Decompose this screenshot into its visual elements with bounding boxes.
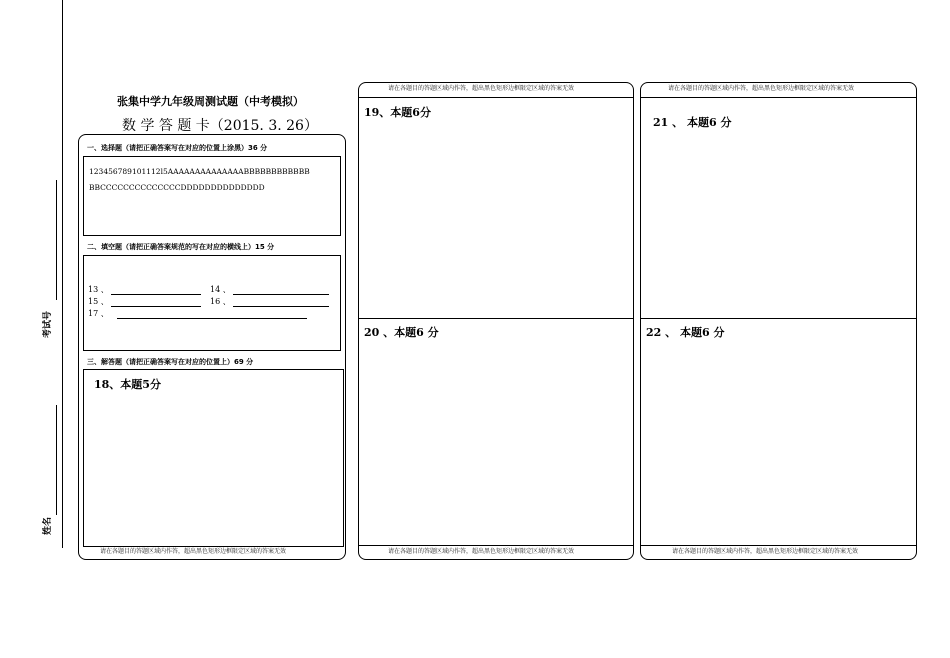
- q17-blank[interactable]: [117, 310, 307, 319]
- q14-label: 14 、: [210, 285, 231, 294]
- q22-answer-box[interactable]: [640, 318, 917, 546]
- q16-blank[interactable]: [233, 298, 329, 307]
- q14-blank[interactable]: [233, 286, 329, 295]
- col2-top-notice: 请在各题目的答题区域内作答，超出黑色矩形边框限定区域的答案无效: [388, 85, 575, 92]
- q13-label: 13 、: [88, 285, 109, 294]
- name-label: 姓名: [43, 516, 53, 535]
- section-fill-heading: 二、填空题（请把正确答案规范的写在对应的横线上）15 分: [87, 243, 275, 251]
- col2-bottom-notice: 请在各题目的答题区域内作答，超出黑色矩形边框限定区域的答案无效: [388, 548, 575, 555]
- q16-label: 16 、: [210, 297, 231, 306]
- q15-label: 15 、: [88, 297, 109, 306]
- q15-blank[interactable]: [111, 298, 201, 307]
- q18-title: 18、本题5分: [94, 378, 161, 391]
- answer-card-subtitle: 数 学 答 题 卡（2015. 3. 26）: [122, 118, 318, 134]
- q20-answer-box[interactable]: [358, 318, 634, 546]
- name-field-line: [56, 405, 57, 515]
- section-solve-heading: 三、解答题（请把正确答案写在对应的位置上）69 分: [87, 358, 254, 366]
- col3-bottom-notice: 请在各题目的答题区域内作答，超出黑色矩形边框限定区域的答案无效: [672, 548, 859, 555]
- q22-title: 22 、 本题6 分: [646, 326, 725, 339]
- q17-label: 17 、: [88, 309, 109, 318]
- blank-row-14: [210, 284, 329, 295]
- q13-blank[interactable]: [111, 286, 201, 295]
- answer-column-1: [78, 134, 346, 560]
- choice-answer-box: [83, 156, 341, 236]
- q20-title: 20 、本题6 分: [364, 326, 439, 339]
- section-choice-heading: 一、选择题（请把正确答案写在对应的位置上涂黑）36 分: [87, 144, 268, 152]
- blank-row-16: [210, 296, 329, 307]
- choice-answer-line-1: 123456789101112l5AAAAAAAAAAAAAABBBBBBBBBBBB: [89, 167, 310, 176]
- blank-row-15: [88, 296, 201, 307]
- q18-answer-box[interactable]: [83, 369, 344, 547]
- q21-answer-box[interactable]: [640, 97, 917, 319]
- exam-no-label: 考试号: [43, 310, 53, 338]
- choice-answer-line-2: BBCCCCCCCCCCCCCCDDDDDDDDDDDDDD: [89, 183, 265, 192]
- blank-row-13: [88, 284, 201, 295]
- blank-row-17: [88, 308, 307, 319]
- q19-title: 19、本题6分: [364, 106, 431, 119]
- q19-answer-box[interactable]: [358, 97, 634, 319]
- exam-no-field-line: [56, 180, 57, 300]
- q21-title: 21 、 本题6 分: [653, 116, 732, 129]
- binding-line: [62, 0, 63, 548]
- col1-bottom-notice: 请在各题目的答题区域内作答，超出黑色矩形边框限定区域的答案无效: [100, 548, 287, 555]
- page-title: 张集中学九年级周测试题（中考模拟）: [117, 95, 304, 108]
- col3-top-notice: 请在各题目的答题区域内作答，超出黑色矩形边框限定区域的答案无效: [668, 85, 855, 92]
- fill-answer-box: [83, 255, 341, 351]
